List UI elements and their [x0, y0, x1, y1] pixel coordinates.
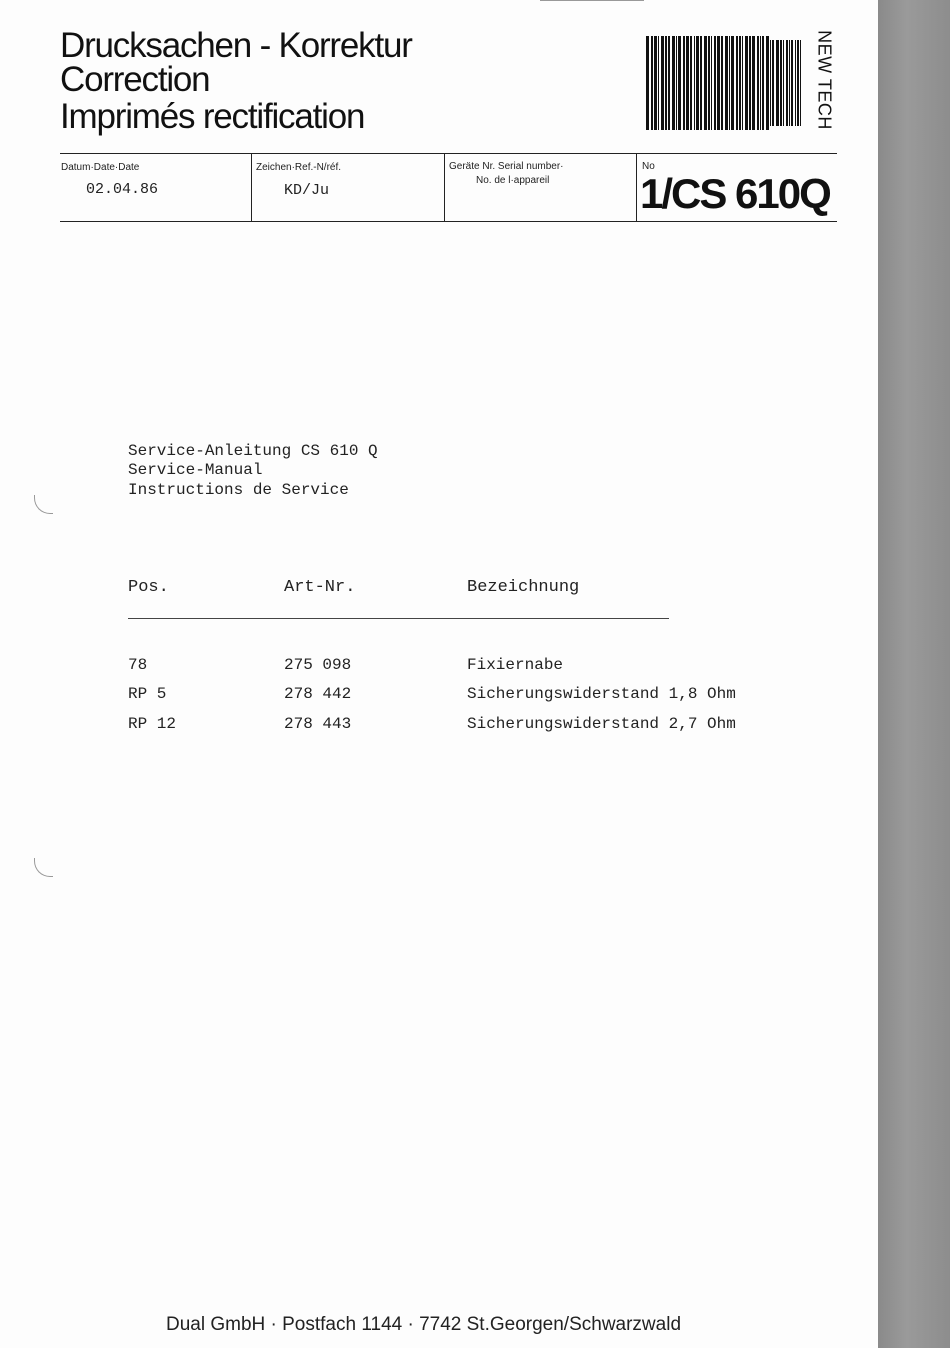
device-label-line2: No. de l·appareil: [476, 175, 550, 186]
barcode-stripe: [672, 36, 675, 130]
barcode-stripe: [678, 36, 681, 130]
punch-hole-mark-upper: [34, 495, 53, 514]
top-edge-line: [540, 0, 644, 1]
row-art-nr: 275 098: [284, 656, 352, 674]
barcode-stripe: [766, 36, 769, 130]
barcode-stripe: [651, 36, 653, 130]
device-label-line1: Geräte Nr. Serial number·: [449, 161, 564, 172]
barcode-stripe: [749, 36, 751, 130]
barcode-stripe: [791, 40, 793, 126]
barcode-stripe: [686, 36, 689, 130]
brand-label: NEW TECH: [814, 30, 835, 130]
info-divider-1: [251, 153, 252, 222]
barcode-stripe: [729, 36, 730, 130]
barcode-stripe: [668, 36, 670, 130]
barcode-stripe: [646, 36, 649, 130]
column-header-bezeichnung: Bezeichnung: [467, 578, 580, 597]
document-number: 1/CS 610Q: [640, 170, 830, 217]
title-german: Drucksachen - Korrektur: [60, 26, 412, 65]
scan-edge-shadow: [878, 0, 950, 1348]
column-header-art-nr: Art-Nr.: [284, 578, 356, 597]
number-label: No: [642, 161, 655, 172]
barcode-stripe: [783, 40, 784, 126]
barcode-stripe: [717, 36, 720, 130]
barcode-stripe: [721, 36, 723, 130]
row-pos: 78: [128, 656, 148, 674]
barcode-stripe: [704, 36, 707, 130]
ref-label: Zeichen·Ref.-N/réf.: [256, 162, 342, 173]
info-bottom-line: [60, 221, 837, 222]
punch-hole-mark-lower: [34, 858, 53, 877]
barcode-stripe: [760, 36, 761, 130]
info-divider-3: [636, 153, 637, 222]
info-divider-2: [444, 153, 445, 222]
row-pos: RP 5: [128, 685, 167, 703]
barcode-stripe: [776, 40, 779, 126]
barcode-stripe: [736, 36, 738, 130]
barcode-stripe: [800, 40, 801, 126]
date-value: 02.04.86: [86, 181, 159, 198]
barcode-stripe: [745, 36, 748, 130]
barcode-stripe: [711, 36, 712, 130]
barcode-stripe: [770, 40, 771, 126]
barcode-stripe: [762, 36, 764, 130]
barcode-stripe: [708, 36, 710, 130]
table-header-rule: [128, 618, 669, 619]
barcode-stripe: [780, 40, 782, 126]
barcode-stripe: [795, 40, 796, 126]
subject-line-3: Instructions de Service: [128, 481, 349, 499]
barcode-stripe: [665, 36, 667, 130]
row-description: Sicherungswiderstand 2,7 Ohm: [467, 715, 736, 733]
barcode-stripe: [676, 36, 677, 130]
row-art-nr: 278 443: [284, 715, 352, 733]
title-french: Imprimés rectification: [60, 97, 365, 136]
barcode-stripe: [752, 36, 755, 130]
barcode-stripe: [797, 40, 799, 126]
column-header-pos: Pos.: [128, 578, 169, 597]
barcode-stripe: [772, 40, 774, 126]
barcode-stripe: [739, 36, 741, 130]
row-pos: RP 12: [128, 715, 177, 733]
barcode-stripe: [661, 36, 664, 130]
ref-value: KD/Ju: [284, 182, 330, 199]
row-art-nr: 278 442: [284, 685, 352, 703]
barcode-stripe: [757, 36, 759, 130]
barcode-stripe: [658, 36, 659, 130]
subject-line-1: Service-Anleitung CS 610 Q: [128, 442, 378, 460]
barcode-stripe: [786, 40, 788, 126]
barcode-stripe: [725, 36, 728, 130]
title-english: Correction: [60, 60, 210, 99]
barcode-stripe: [654, 36, 657, 130]
barcode-stripe: [696, 36, 699, 130]
barcode-stripe: [694, 36, 695, 130]
row-description: Fixiernabe: [467, 656, 564, 674]
info-top-line: [60, 153, 837, 154]
subject-line-2: Service-Manual: [128, 461, 263, 479]
barcode-stripe: [683, 36, 685, 130]
date-label: Datum·Date·Date: [61, 162, 140, 173]
barcode-stripe: [690, 36, 692, 130]
barcode-logo: [646, 36, 810, 130]
barcode-stripe: [742, 36, 743, 130]
row-description: Sicherungswiderstand 1,8 Ohm: [467, 685, 736, 703]
footer-address: Dual GmbH · Postfach 1144 · 7742 St.Georgen/Schwarzwald: [166, 1314, 682, 1335]
barcode-stripe: [731, 36, 734, 130]
barcode-stripe: [789, 40, 790, 126]
brand-vertical: [812, 28, 836, 132]
barcode-stripe: [714, 36, 716, 130]
barcode-stripe: [700, 36, 702, 130]
